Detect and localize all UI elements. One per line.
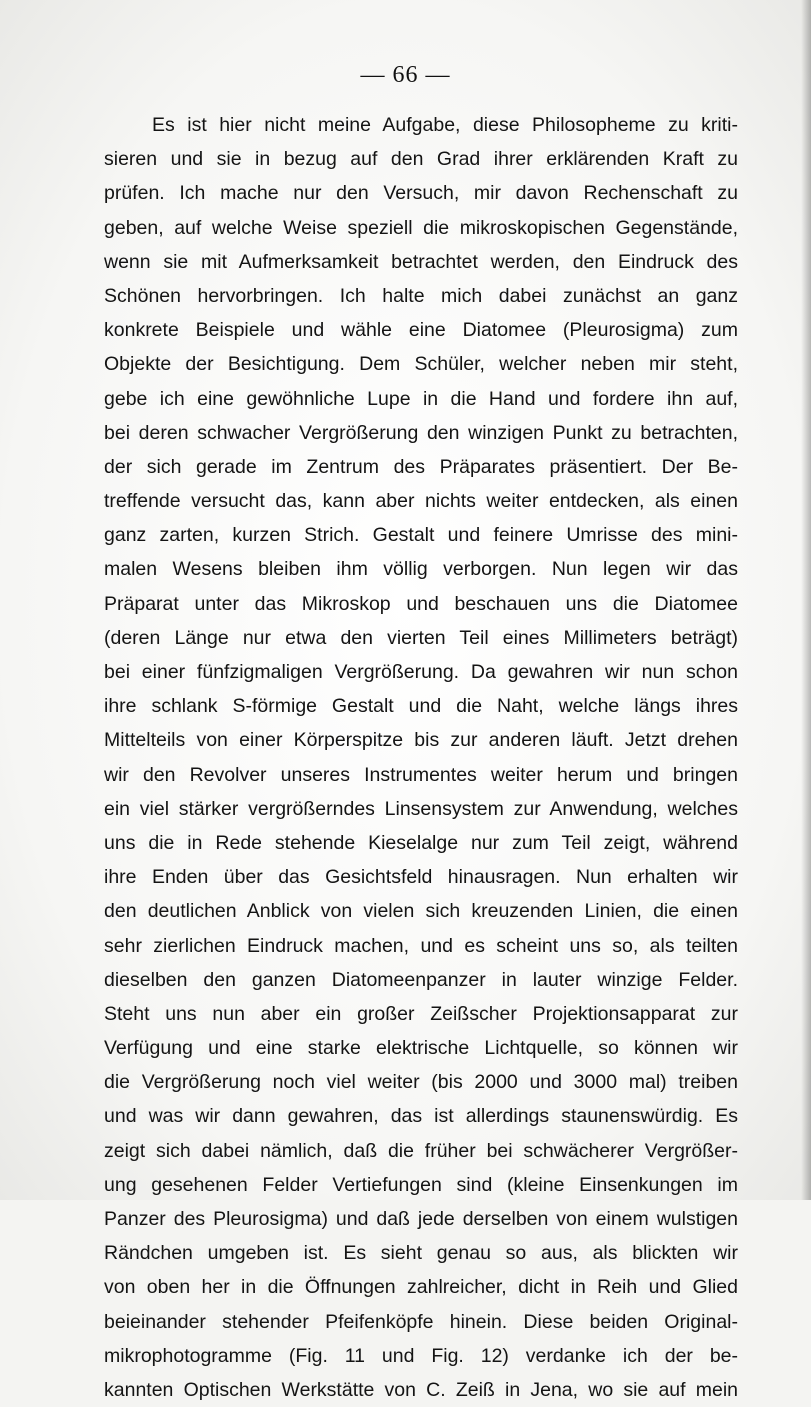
text-line: Rändchen umgeben ist. Es sieht genau so aus, als blickten wir bbox=[104, 1242, 738, 1265]
text-line: und was wir dann gewahren, das ist allerdings staunenswürdig. Es bbox=[104, 1105, 738, 1128]
text-line: Panzer des Pleurosigma) und daß jede derselben von einem wulstigen bbox=[104, 1208, 738, 1230]
text-line: bei deren schwacher Vergrößerung den winzigen Punkt zu betrachten, bbox=[104, 421, 738, 444]
text-line: prüfen. Ich mache nur den Versuch, mir davon Rechenschaft zu bbox=[104, 182, 738, 205]
text-line: Mittelteils von einer Körperspitze bis zur anderen läuft. Jetzt drehen bbox=[104, 729, 738, 752]
text-line: Steht uns nun aber ein großer Zeißscher Projektionsapparat zur bbox=[104, 1002, 738, 1025]
text-line: Präparat unter das Mikroskop und beschauen uns die Diatomee bbox=[104, 592, 738, 615]
text-line: malen Wesens bleiben ihm völlig verborgen. Nun legen wir das bbox=[104, 558, 738, 581]
text-line: ihre Enden über das Gesichtsfeld hinausragen. Nun erhalten wir bbox=[104, 866, 738, 889]
text-line: wenn sie mit Aufmerksamkeit betrachtet werden, den Eindruck des bbox=[104, 250, 738, 273]
text-line: Es ist hier nicht meine Aufgabe, diese Philosopheme zu kriti- bbox=[152, 114, 738, 136]
text-line: mikrophotogramme (Fig. 11 und Fig. 12) verdanke ich der be- bbox=[104, 1344, 738, 1367]
text-line: kannten Optischen Werkstätte von C. Zeiß in Jena, wo sie auf mein bbox=[104, 1378, 738, 1401]
page-number: — 66 — bbox=[360, 62, 451, 88]
text-line: dieselben den ganzen Diatomeenpanzer in lauter winzige Felder. bbox=[104, 968, 738, 991]
text-line: Schönen hervorbringen. Ich halte mich dabei zunächst an ganz bbox=[104, 284, 738, 307]
text-line: (deren Länge nur etwa den vierten Teil eines Millimeters beträgt) bbox=[104, 626, 738, 649]
text-line: zeigt sich dabei nämlich, daß die früher bei schwächerer Vergrößer- bbox=[104, 1139, 738, 1162]
text-line: wir den Revolver unseres Instrumentes weiter herum und bringen bbox=[104, 763, 738, 786]
text-line: ung gesehenen Felder Vertiefungen sind (kleine Einsenkungen im bbox=[104, 1173, 738, 1196]
text-line: die Vergrößerung noch viel weiter (bis 2000 und 3000 mal) treiben bbox=[104, 1071, 738, 1094]
text-line: Verfügung und eine starke elektrische Lichtquelle, so können wir bbox=[104, 1037, 738, 1060]
text-line: sieren und sie in bezug auf den Grad ihrer erklärenden Kraft zu bbox=[104, 148, 738, 171]
text-line: von oben her in die Öffnungen zahlreicher, dicht in Reih und Glied bbox=[104, 1276, 738, 1299]
text-line: Objekte der Besichtigung. Dem Schüler, welcher neben mir steht, bbox=[104, 353, 738, 376]
text-line: den deutlichen Anblick von vielen sich kreuzenden Linien, die einen bbox=[104, 900, 738, 923]
text-line: gebe ich eine gewöhnliche Lupe in die Hand und fordere ihn auf, bbox=[104, 387, 738, 410]
text-line: bei einer fünfzigmaligen Vergrößerung. Da gewahren wir nun schon bbox=[104, 661, 738, 683]
text-line: ihre schlank S-förmige Gestalt und die Naht, welche längs ihres bbox=[104, 695, 738, 718]
text-line: der sich gerade im Zentrum des Präparates präsentiert. Der Be- bbox=[104, 455, 738, 478]
text-line: uns die in Rede stehende Kieselalge nur zum Teil zeigt, während bbox=[104, 831, 738, 854]
body-text bbox=[104, 108, 738, 1407]
text-line: beieinander stehender Pfeifenköpfe hinein. Diese beiden Original- bbox=[104, 1310, 738, 1333]
text-line: ganz zarten, kurzen Strich. Gestalt und feinere Umrisse des mini- bbox=[104, 524, 738, 547]
text-line: treffende versucht das, kann aber nichts weiter entdecken, als einen bbox=[104, 490, 738, 513]
text-line: geben, auf welche Weise speziell die mikroskopischen Gegenstände, bbox=[104, 216, 738, 239]
text-line: sehr zierlichen Eindruck machen, und es scheint uns so, als teilten bbox=[104, 934, 738, 957]
text-line: konkrete Beispiele und wähle eine Diatomee (Pleurosigma) zum bbox=[104, 319, 738, 342]
text-line: ein viel stärker vergrößerndes Linsensystem zur Anwendung, welches bbox=[104, 797, 738, 820]
